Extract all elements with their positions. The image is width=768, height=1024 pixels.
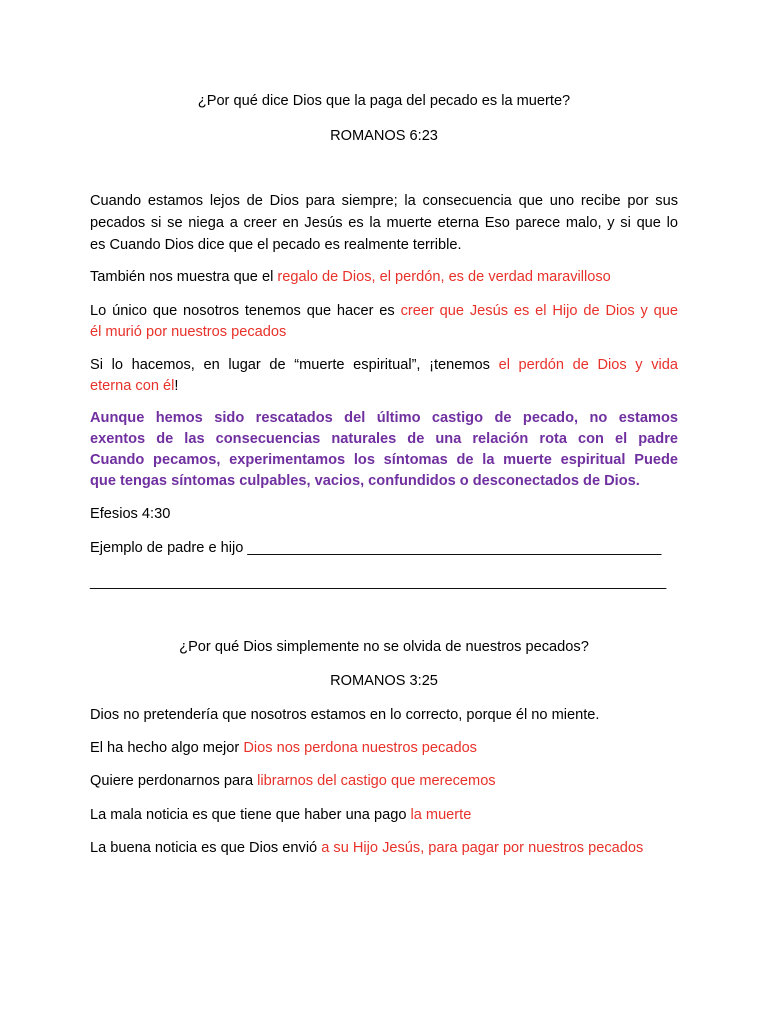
- only-thing-highlight-2: él murió por nuestros pecados: [90, 324, 287, 340]
- gift-paragraph: [90, 266, 678, 288]
- section2-reference: ROMANOS 3:25: [330, 673, 438, 689]
- if-we-do-highlight-1: el perdón de Dios y vida: [498, 357, 678, 373]
- line4-text: La mala noticia es que tiene que haber una pago: [90, 807, 411, 823]
- line5-text: La buena noticia es que Dios envió: [90, 840, 322, 856]
- blank-line: _______________________________________________________________________: [90, 574, 667, 590]
- if-we-do-end: !: [174, 378, 179, 394]
- intro-line-2: pecados si se niega a creer en Jesús es la muerte eterna Eso parece malo, y si que lo: [90, 215, 678, 231]
- purple-line-3: Cuando pecamos, experimentamos los síntomas de la muerte espiritual Puede: [90, 452, 678, 468]
- section2-question: ¿Por qué Dios simplemente no se olvida de nuestros pecados?: [179, 639, 589, 655]
- example-line: [90, 537, 678, 559]
- efesios-reference: Efesios 4:30: [90, 506, 171, 522]
- line4-highlight: la muerte: [410, 807, 472, 823]
- line5-highlight: a su Hijo Jesús, para pagar por nuestros pecados: [321, 840, 644, 856]
- if-we-do-highlight-2: eterna con él: [90, 378, 175, 394]
- section2-line-3: [90, 770, 678, 792]
- only-thing-text: Lo único que nosotros tenemos que hacer es: [90, 303, 401, 319]
- only-thing-line-2: [90, 321, 678, 343]
- section2-line-1: Dios no pretendería que nosotros estamos en lo correcto, porque él no miente.: [90, 707, 600, 723]
- only-thing-highlight-1: creer que Jesús es el Hijo de Dios y que: [400, 303, 678, 319]
- section1-reference: ROMANOS 6:23: [330, 128, 438, 144]
- purple-line-1: Aunque hemos sido rescatados del último castigo de pecado, no estamos: [90, 410, 678, 426]
- line2-text: El ha hecho algo mejor: [90, 740, 244, 756]
- line3-text: Quiere perdonarnos para: [90, 773, 258, 789]
- only-thing-line-1: [90, 300, 678, 322]
- example-label: Ejemplo de padre e hijo: [90, 540, 248, 556]
- purple-line-2: exentos de las consecuencias naturales de una relación rota con el padre: [90, 431, 678, 447]
- section2-line-5: [90, 837, 678, 859]
- if-we-do-line-2: [90, 375, 678, 397]
- gift-text: También nos muestra que el: [90, 269, 278, 285]
- example-blank: ___________________________________________________: [247, 540, 662, 556]
- line3-highlight: librarnos del castigo que merecemos: [257, 773, 496, 789]
- if-we-do-text: Si lo hacemos, en lugar de “muerte espiritual”, ¡tenemos: [90, 357, 499, 373]
- section2-line-4: [90, 804, 678, 826]
- gift-highlight: regalo de Dios, el perdón, es de verdad maravilloso: [277, 269, 611, 285]
- section2-line-2: [90, 737, 678, 759]
- line2-highlight: Dios nos perdona nuestros pecados: [243, 740, 477, 756]
- purple-line-4: que tengas síntomas culpables, vacios, confundidos o desconectados de Dios.: [90, 473, 640, 489]
- intro-line-1: Cuando estamos lejos de Dios para siempre; la consecuencia que uno recibe por sus: [90, 193, 678, 209]
- if-we-do-line-1: [90, 354, 678, 376]
- section1-question: ¿Por qué dice Dios que la paga del pecado es la muerte?: [197, 93, 571, 109]
- intro-line-3: es Cuando Dios dice que el pecado es realmente terrible.: [90, 237, 462, 253]
